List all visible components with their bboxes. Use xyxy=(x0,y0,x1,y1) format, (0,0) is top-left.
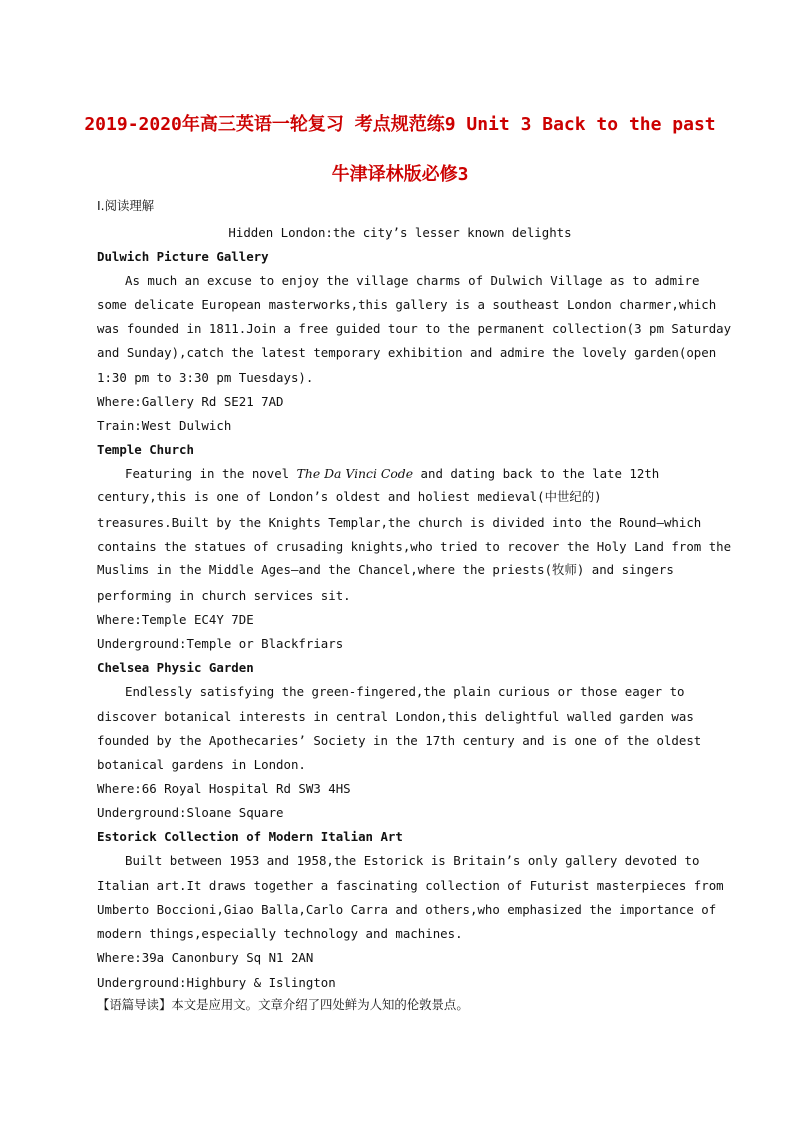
where-line: Where:66 Royal Hospital Rd SW3 4HS xyxy=(97,781,351,796)
transport-line: Underground:Temple or Blackfriars xyxy=(97,636,344,651)
paragraph-line: As much an excuse to enjoy the village charms of Dulwich Village as to admire xyxy=(125,273,700,288)
passage-guide: 【语篇导读】本文是应用文。文章介绍了四处鲜为人知的伦敦景点。 xyxy=(97,997,469,1012)
paragraph-line: discover botanical interests in central London,this delightful walled garden was xyxy=(97,709,694,724)
paragraph-line: Muslims in the Middle Ages—and the Chancel,where the priests(牧师) and singers xyxy=(97,562,674,577)
transport-line: Underground:Highbury & Islington xyxy=(97,975,336,990)
paragraph-line: founded by the Apothecaries’ Society in the 17th century and is one of the oldest xyxy=(97,733,702,748)
document-title-line-2: 牛津译林版必修3 xyxy=(331,164,469,185)
where-line: Where:39a Canonbury Sq N1 2AN xyxy=(97,950,314,965)
paragraph-line: modern things,especially technology and machines. xyxy=(97,926,463,941)
section-heading-chelsea: Chelsea Physic Garden xyxy=(97,660,254,675)
paragraph-line: and Sunday),catch the latest temporary exhibition and admire the lovely garden(open xyxy=(97,345,717,360)
text-run: Featuring in the novel xyxy=(125,466,297,481)
paragraph-line: botanical gardens in London. xyxy=(97,757,306,772)
where-line: Where:Gallery Rd SE21 7AD xyxy=(97,394,284,409)
text-run: and dating back to the late 12th xyxy=(413,466,660,481)
transport-line: Train:West Dulwich xyxy=(97,418,232,433)
paragraph-line: treasures.Built by the Knights Templar,the church is divided into the Round—which xyxy=(97,515,702,530)
paragraph-line: 1:30 pm to 3:30 pm Tuesdays). xyxy=(97,370,314,385)
transport-line: Underground:Sloane Square xyxy=(97,805,284,820)
paragraph-line: was founded in 1811.Join a free guided tour to the permanent collection(3 pm Saturday xyxy=(97,321,732,336)
paragraph-line: Endlessly satisfying the green-fingered,the plain curious or those eager to xyxy=(125,684,685,699)
paragraph-line: performing in church services sit. xyxy=(97,588,351,603)
section-heading-temple: Temple Church xyxy=(97,442,194,457)
paragraph-line: some delicate European masterworks,this gallery is a southeast London charmer,which xyxy=(97,297,717,312)
section-label: Ⅰ.阅读理解 xyxy=(97,198,155,213)
novel-title: The Da Vinci Code xyxy=(296,466,414,481)
paragraph-line: contains the statues of crusading knights,who tried to recover the Holy Land from the xyxy=(97,539,732,554)
paragraph-line xyxy=(97,466,745,482)
document-title-line-1: 2019-2020年高三英语一轮复习 考点规范练9 Unit 3 Back to the past xyxy=(84,114,716,135)
section-heading-dulwich: Dulwich Picture Gallery xyxy=(97,249,269,264)
article-title: Hidden London:the city’s lesser known delights xyxy=(228,225,572,240)
paragraph-line: Umberto Boccioni,Giao Balla,Carlo Carra and others,who emphasized the importance of xyxy=(97,902,717,917)
where-line: Where:Temple EC4Y 7DE xyxy=(97,612,254,627)
section-heading-estorick: Estorick Collection of Modern Italian Art xyxy=(97,829,403,844)
paragraph-line: century,this is one of London’s oldest and holiest medieval(中世纪的) xyxy=(97,489,602,504)
paragraph-line: Built between 1953 and 1958,the Estorick is Britain’s only gallery devoted to xyxy=(125,853,700,868)
paragraph-line: Italian art.It draws together a fascinating collection of Futurist masterpieces from xyxy=(97,878,724,893)
